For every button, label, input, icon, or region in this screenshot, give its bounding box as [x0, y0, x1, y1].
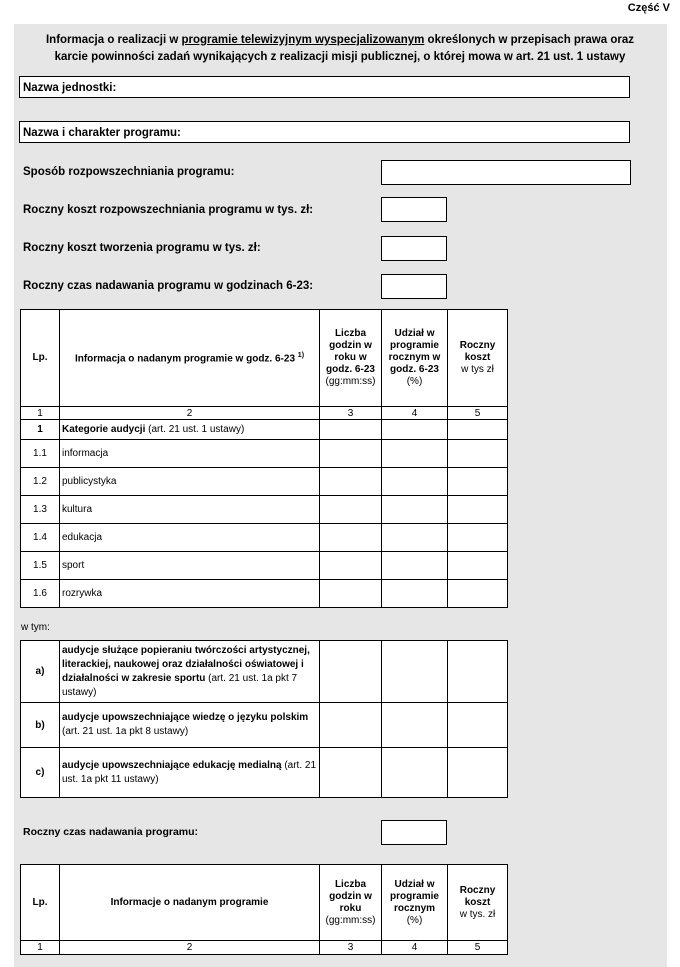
col-header-koszt: Roczny koszt w tys. zł — [448, 865, 508, 941]
table-cell[interactable] — [448, 440, 508, 468]
nazwa-jednostki-field[interactable]: Nazwa jednostki: — [19, 76, 630, 98]
table-cell[interactable] — [320, 440, 382, 468]
table-cell[interactable] — [320, 703, 382, 748]
header-underlined: programie telewizyjnym wyspecjalizowanym — [181, 34, 425, 46]
col-header-koszt: Roczny koszt w tys zł — [448, 310, 508, 407]
col-number: 3 — [320, 941, 382, 955]
table-cell[interactable] — [448, 703, 508, 748]
col-header-lp: Lp. — [21, 865, 60, 941]
w-tym-label: w tym: — [21, 622, 50, 633]
col-number: 2 — [60, 407, 320, 420]
col-number: 2 — [60, 941, 320, 955]
col-number: 1 — [21, 941, 60, 955]
header-line2: karcie powinności zadań wynikających z realizacji misji publicznej, o której mowa w art. 21 ust. 1 ustawy — [54, 51, 626, 63]
table-cell[interactable] — [320, 468, 382, 496]
col-header-udzial: Udział w programie rocznym (%) — [382, 865, 448, 941]
table-row — [21, 580, 508, 608]
table-row — [21, 703, 508, 748]
koszt-tw-label: Roczny koszt tworzenia programu w tys. zł: — [23, 242, 261, 254]
row-label: kultura — [60, 496, 320, 524]
table-row — [21, 440, 508, 468]
row-lp: 1.4 — [21, 524, 60, 552]
table-cell[interactable] — [382, 468, 448, 496]
row-lp: c) — [21, 748, 60, 798]
czas-6-23-label: Roczny czas nadawania programu w godzinach 6-23: — [23, 280, 314, 292]
row-label: audycje służące popieraniu twórczości artystycznej, literackiej, naukowej oraz działalności oświatowej i działalności w zakresie sportu (art. 21 ust. 1a pkt 7 ustawy) — [60, 641, 320, 703]
table-cell[interactable] — [448, 420, 508, 440]
table-cell[interactable] — [382, 420, 448, 440]
table-cell[interactable] — [382, 440, 448, 468]
row-lp: 1.6 — [21, 580, 60, 608]
header-text: określonych w przepisach prawa oraz — [424, 34, 634, 46]
table-cell[interactable] — [448, 580, 508, 608]
sposob-label: Sposób rozpowszechniania programu: — [23, 166, 235, 178]
row-label: sport — [60, 552, 320, 580]
table-cell[interactable] — [382, 524, 448, 552]
table-row — [21, 552, 508, 580]
table-row — [21, 748, 508, 798]
table-cell[interactable] — [320, 641, 382, 703]
col-number: 5 — [448, 941, 508, 955]
row-lp: 1.1 — [21, 440, 60, 468]
table-cell[interactable] — [382, 703, 448, 748]
table-row — [21, 468, 508, 496]
koszt-rozp-label: Roczny koszt rozpowszechniania programu w tys. zł: — [23, 204, 314, 216]
col-header-info: Informacja o nadanym programie w godz. 6-23 $^{1)}$ — [60, 310, 320, 407]
table-program — [20, 864, 508, 955]
row-lp: a) — [21, 641, 60, 703]
col-number: 1 — [21, 407, 60, 420]
table-cell[interactable] — [382, 641, 448, 703]
row-label: rozrywka — [60, 580, 320, 608]
table-kategorie — [20, 309, 508, 608]
table-cell[interactable] — [448, 552, 508, 580]
col-number: 3 — [320, 407, 382, 420]
col-header-liczba: Liczba godzin w roku w godz. 6-23 (gg:mm:ss) — [320, 310, 382, 407]
nazwa-programu-field[interactable]: Nazwa i charakter programu: — [19, 121, 630, 143]
czas-input[interactable] — [381, 820, 447, 845]
table-cell[interactable] — [320, 748, 382, 798]
table-cell[interactable] — [320, 420, 382, 440]
category-label: Kategorie audycji (art. 21 ust. 1 ustawy) — [60, 420, 320, 440]
table-cell[interactable] — [448, 641, 508, 703]
table-cell[interactable] — [320, 552, 382, 580]
czas-label: Roczny czas nadawania programu: — [23, 826, 199, 838]
col-header-udzial: Udział w programie rocznym w godz. 6-23 (%) — [382, 310, 448, 407]
koszt-rozp-input[interactable] — [381, 197, 447, 222]
table-cell[interactable] — [448, 468, 508, 496]
sposob-input[interactable] — [381, 160, 631, 185]
table-cell[interactable] — [320, 524, 382, 552]
header-text: Informacja o realizacji w — [45, 34, 182, 46]
col-number: 4 — [382, 407, 448, 420]
table-cell[interactable] — [320, 496, 382, 524]
table-cell[interactable] — [382, 748, 448, 798]
row-label: audycje upowszechniające wiedzę o języku polskim (art. 21 ust. 1a pkt 8 ustawy) — [60, 703, 320, 748]
row-label: edukacja — [60, 524, 320, 552]
table-cell[interactable] — [382, 580, 448, 608]
table-cell[interactable] — [382, 496, 448, 524]
table-cell[interactable] — [448, 748, 508, 798]
row-label: audycje upowszechniające edukację medialną (art. 21 ust. 1a pkt 11 ustawy) — [60, 748, 320, 798]
table-w-tym — [20, 640, 508, 798]
table-cell[interactable] — [382, 552, 448, 580]
part-label: Część V — [627, 2, 670, 14]
form-header — [20, 32, 660, 66]
table-row — [21, 496, 508, 524]
row-lp: 1.3 — [21, 496, 60, 524]
table-cell[interactable] — [448, 524, 508, 552]
table-cell[interactable] — [320, 580, 382, 608]
col-header-liczba: Liczba godzin w roku (gg:mm:ss) — [320, 865, 382, 941]
col-header-info: Informacje o nadanym programie — [60, 865, 320, 941]
table-row — [21, 641, 508, 703]
koszt-tw-input[interactable] — [381, 236, 447, 261]
row-label: informacja — [60, 440, 320, 468]
row-lp: 1.5 — [21, 552, 60, 580]
row-lp: b) — [21, 703, 60, 748]
table-row — [21, 524, 508, 552]
col-number: 5 — [448, 407, 508, 420]
col-header-lp: Lp. — [21, 310, 60, 407]
table-cell[interactable] — [448, 496, 508, 524]
czas-6-23-input[interactable] — [381, 274, 447, 299]
row-label: publicystyka — [60, 468, 320, 496]
col-number: 4 — [382, 941, 448, 955]
row-lp: 1.2 — [21, 468, 60, 496]
category-lp: 1 — [21, 420, 60, 440]
